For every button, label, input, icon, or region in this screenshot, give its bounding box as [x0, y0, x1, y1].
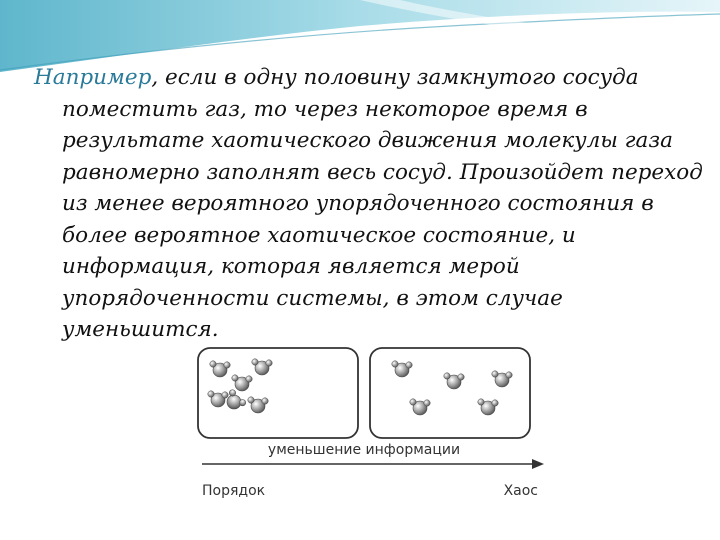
- entropy-figure: [172, 340, 572, 540]
- left-molecules: [208, 359, 272, 414]
- arrow-label: уменьшение информации: [267, 442, 461, 458]
- right-molecules: [392, 361, 512, 415]
- slide-paragraph: [34, 62, 720, 346]
- chaos-label: Хаос: [503, 483, 538, 499]
- left-vessel: [198, 348, 358, 438]
- lead-word: Например: [34, 65, 152, 90]
- arrow-head-icon: [532, 459, 544, 469]
- body-text: , если в одну половину замкнутого сосуда поместить газ, то через некоторое время в результате хаотического движения молекулы газа равномерно заполнят весь сосуд. Произойдет переход из менее вероятного упорядоченного состояния в более вероятное хаотическое состояние, и информация, которая является мерой упорядоченности системы, в этом случае уменьшится.: [62, 65, 703, 342]
- order-label: Порядок: [202, 483, 266, 499]
